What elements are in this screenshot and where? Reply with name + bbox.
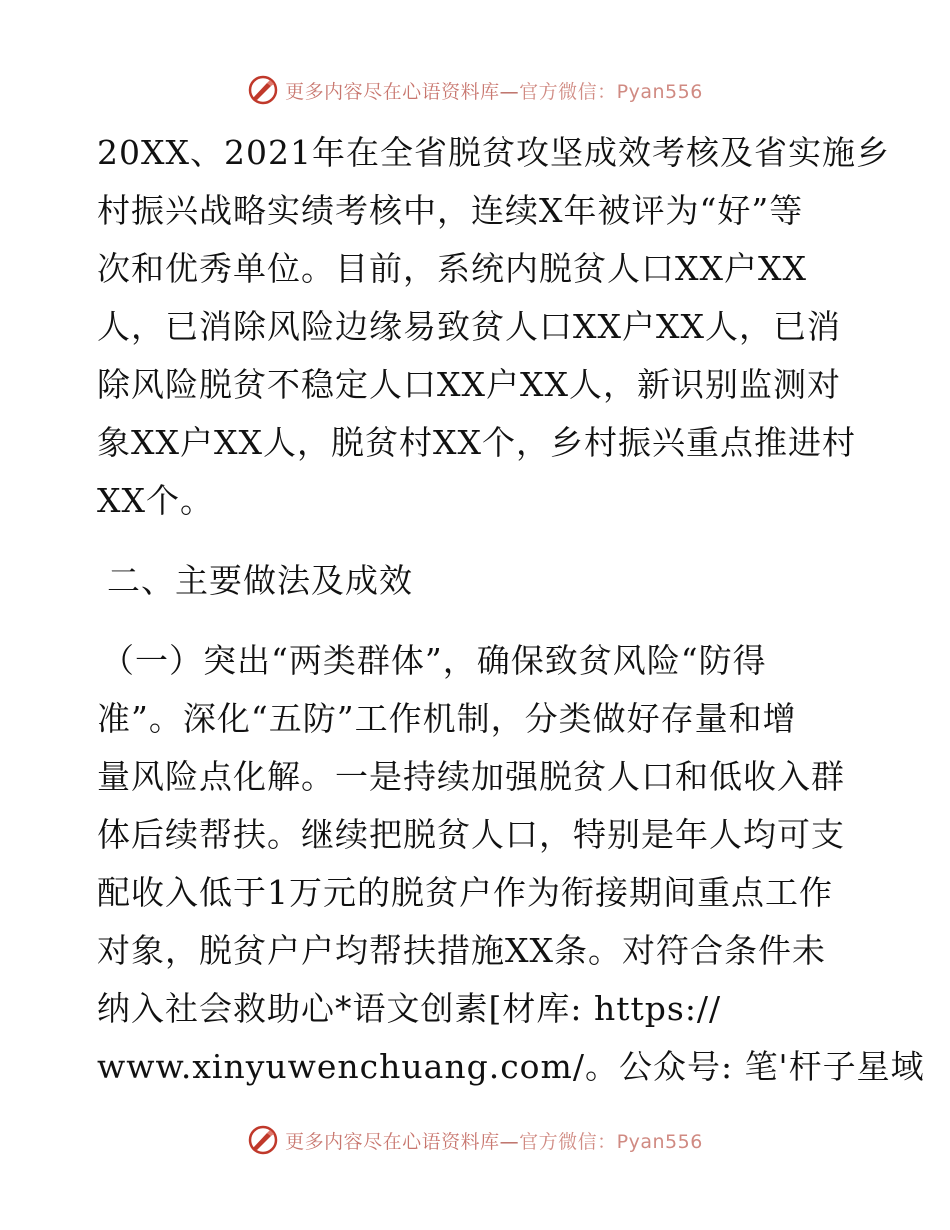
text-line: www.xinyuwenchuang.com/。公众号: 笔'杆子星域 xyxy=(97,1047,925,1086)
pen-logo-icon xyxy=(247,1124,279,1156)
text-line: 纳入社会救助心*语文创素[材库: https:// xyxy=(97,989,722,1028)
pen-logo-icon xyxy=(247,74,279,106)
banner-wechat: 官方微信：Pyan556 xyxy=(519,1130,703,1153)
banner-separator: — xyxy=(499,1130,520,1153)
text-line: 对象，脱贫户户均帮扶措施XX条。对符合条件未 xyxy=(97,931,826,970)
text-line: 次和优秀单位。目前，系统内脱贫人口XX户XX xyxy=(97,249,807,288)
text-line: 量风险点化解。一是持续加强脱贫人口和低收入群 xyxy=(97,757,845,796)
text-line: 除风险脱贫不稳定人口XX户XX人，新识别监测对 xyxy=(97,365,841,404)
footer-banner xyxy=(0,1120,950,1160)
banner-wechat: 官方微信：Pyan556 xyxy=(519,80,703,103)
paragraph-1 xyxy=(97,124,890,530)
paragraph-2 xyxy=(97,632,925,1096)
text-line: 体后续帮扶。继续把脱贫人口，特别是年人均可支 xyxy=(97,815,845,854)
section-heading: 二、主要做法及成效 xyxy=(107,561,413,600)
document-body xyxy=(97,124,925,1096)
banner-title: 更多内容尽在心语资料库 xyxy=(285,80,500,103)
text-line: 20XX、2021年在全省脱贫攻坚成效考核及省实施乡 xyxy=(97,133,890,172)
text-line: 配收入低于1万元的脱贫户作为衔接期间重点工作 xyxy=(97,873,833,912)
banner-text xyxy=(285,77,703,104)
text-line: 村振兴战略实绩考核中，连续X年被评为“好”等 xyxy=(97,191,804,230)
header-banner xyxy=(0,70,950,110)
banner-title: 更多内容尽在心语资料库 xyxy=(285,1130,500,1153)
text-line: 人，已消除风险边缘易致贫人口XX户XX人，已消 xyxy=(97,307,841,346)
text-line: XX个。 xyxy=(97,481,214,520)
text-line: 准”。深化“五防”工作机制，分类做好存量和增 xyxy=(97,699,797,738)
text-line: 象XX户XX人，脱贫村XX个，乡村振兴重点推进村 xyxy=(97,423,856,462)
banner-separator: — xyxy=(499,80,520,103)
banner-text xyxy=(285,1127,703,1154)
text-line: （一）突出“两类群体”，确保致贫风险“防得 xyxy=(101,641,767,680)
